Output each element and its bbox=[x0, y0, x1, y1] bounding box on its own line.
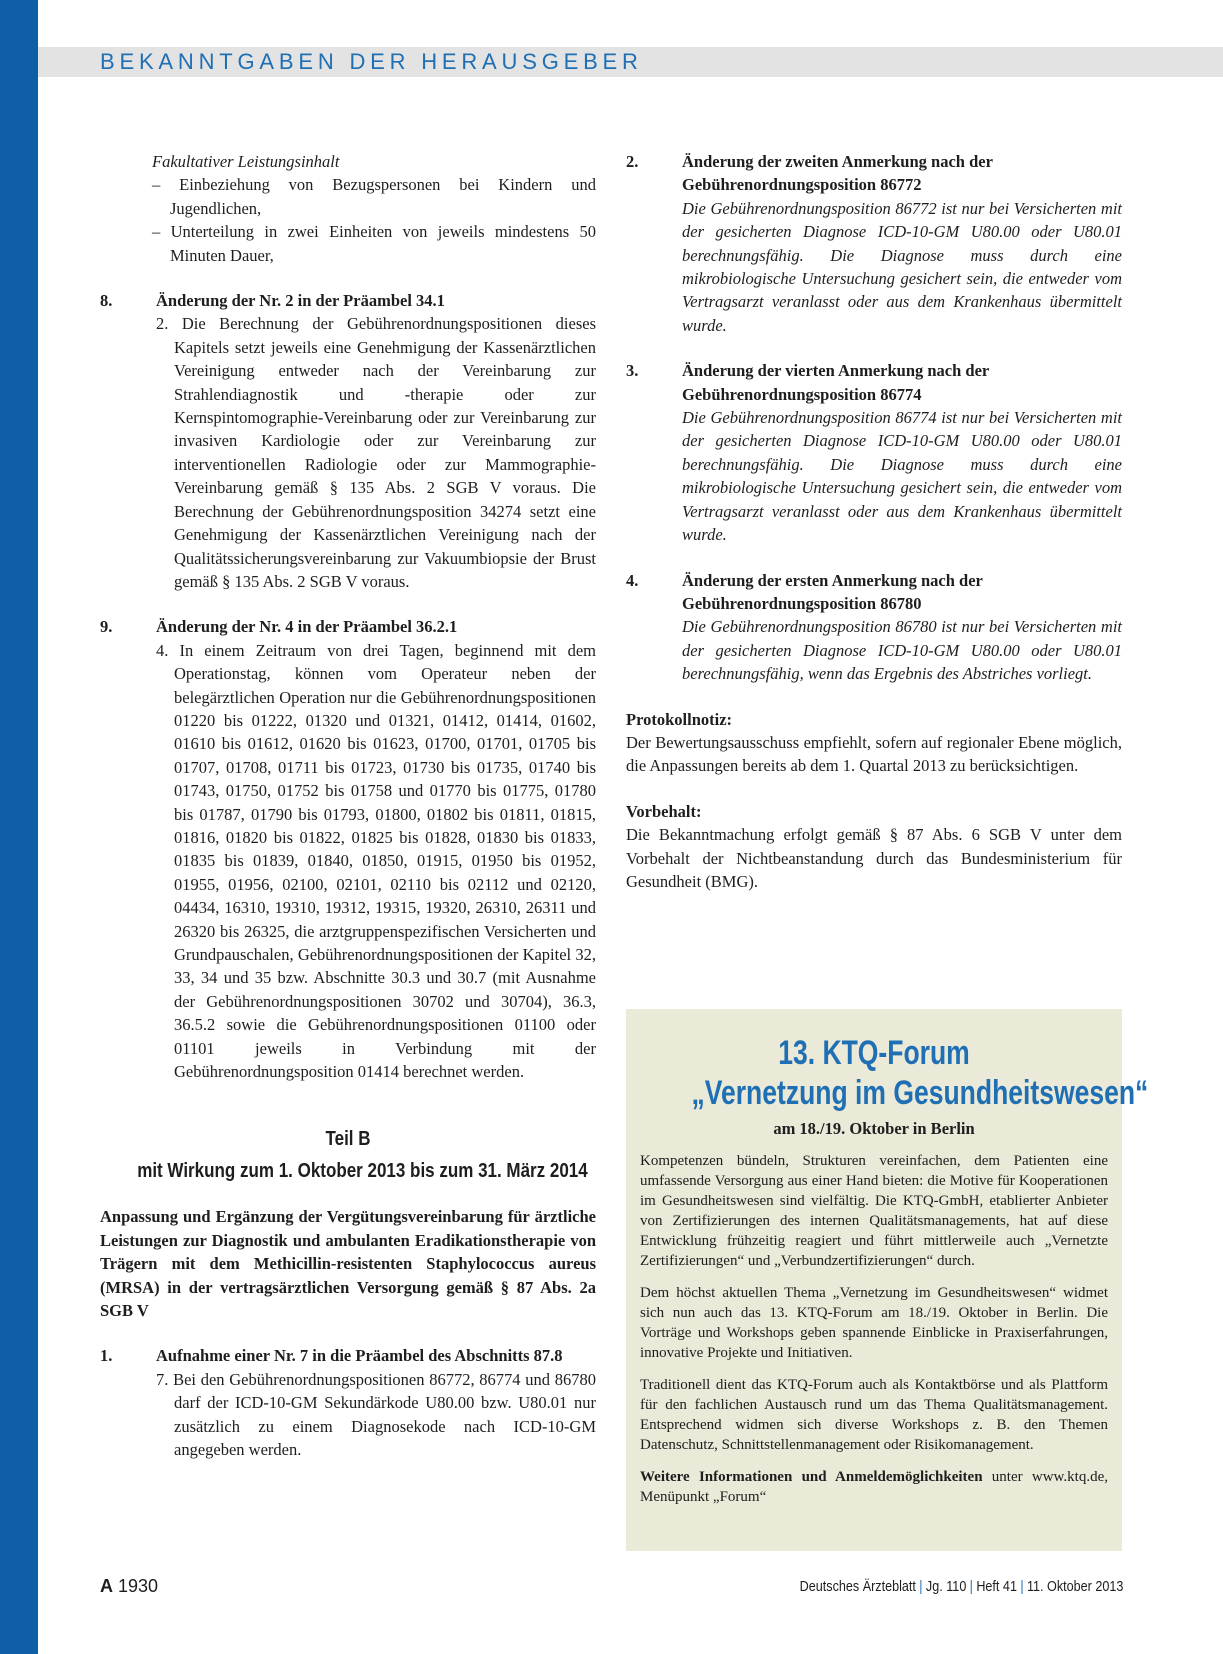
journal-date: 11. Oktober 2013 bbox=[1026, 1578, 1123, 1595]
side-color-bar bbox=[0, 0, 38, 1654]
item-text: Die Gebührenordnungsposition 86780 ist nur bei Versicherten mit der gesicherten Diagnose ICD-10-GM U80.00 oder U80.01 berechnungsfähig, wenn das Ergebnis des Abstriches vorliegt. bbox=[682, 617, 1122, 684]
journal-name: Deutsches Ärzteblatt bbox=[799, 1578, 916, 1595]
protokoll-label: Protokollnotiz: bbox=[626, 709, 733, 729]
right-column bbox=[626, 150, 1122, 893]
page-letter: A bbox=[100, 1576, 113, 1596]
item-9 bbox=[100, 615, 596, 1083]
ktq-info-bold: Weitere Informationen und Anmeldemöglichkeiten bbox=[640, 1469, 983, 1485]
journal-footer: Deutsches Ärzteblatt | Jg. 110 | Heft 41 | 11. Oktober 2013 bbox=[799, 1578, 1123, 1595]
item-number: 1. bbox=[100, 1346, 113, 1366]
ktq-paragraph: Kompetenzen bündeln, Strukturen vereinfachen, dem Patienten eine umfassende Versorgung aus einer Hand bieten: die Motive für Kooperationen im Gesundheitswesen sind vielfältig. Die KTQ-GmbH, etablierter Anbieter von Zertifizierungen des internen Qualitätsmanagements, hat auf diese Entwicklung frühzeitig reagiert und führt mittlerweile auch „Vernetzte Zertifizierungen“ und „Verbundzertifizierungen“ durch. bbox=[640, 1153, 1108, 1269]
ktq-title: 13. KTQ-Forum bbox=[778, 1034, 970, 1072]
item-title: Änderung der vierten Anmerkung nach der Gebührenordnungsposition 86774 bbox=[682, 361, 989, 404]
item-text: 2. Die Berechnung der Gebührenordnungspositionen dieses Kapitels setzt jeweils eine Genehmigung der Kassenärztlichen Vereinigung entweder nach der Vereinbarung zur Strahlendiagnostik und -therapie oder zur Kernspintomographie-Vereinbarung oder zur Vereinbarung zur invasiven Kardiologie oder zur Vereinbarung zur interventionellen Radiologie oder zur Mammographie-Vereinbarung gemäß § 135 Abs. 2 SGB V voraus. Die Berechnung der Gebührenordnungsposition 34274 setzt eine Genehmigung der Kassenärztlichen Vereinigung nach der Qualitätssicherungsvereinbarung zur Vakuumbiopsie der Brust gemäß § 135 Abs. 2 SGB V voraus. bbox=[156, 314, 596, 591]
item-text: 4. In einem Zeitraum von drei Tagen, beginnend mit dem Operationstag, können vom Operateur neben der belegärztlichen Operation nur die Gebührenordnungspositionen 01220 bis 01222, 01320 und 01321, 01412, 01414, 01602, 01610 bis 01612, 01620 bis 01623, 01700, 01701, 01705 bis 01707, 01708, 01711 bis 01723, 01730 bis 01735, 01740 bis 01743, 01750, 01752 bis 01758 und 01770 bis 01775, 01780 bis 01787, 01790 bis 01793, 01800, 01802 bis 01811, 01815, 01816, 01820 bis 01822, 01825 bis 01828, 01830 bis 01833, 01835 bis 01839, 01840, 01850, 01915, 01950 bis 01952, 01955, 01956, 02100, 02101, 02110 bis 02112 und 02120, 04434, 16310, 19310, 19312, 19315, 19320, 26310, 26311 und 26320 bis 26325, die arztgruppenspezifischen Versicherten und Grundpauschalen, Gebührenordnungspositionen der Kapitel 32, 33, 34 und 35 bzw. Abschnitte 30.3 und 30.7 (mit Ausnahme der Gebührenordnungspositionen 30702 und 30704), 36.3, 36.5.2 sowie die Gebührenordnungspositionen 01100 oder 01101 jeweils in Verbindung mit der Gebührenordnungsposition 01414 berechnet werden. bbox=[156, 640, 596, 1082]
item-title: Änderung der ersten Anmerkung nach der Gebührenordnungsposition 86780 bbox=[682, 570, 983, 613]
ktq-forum-box bbox=[626, 1009, 1149, 1551]
vorbehalt-label: Vorbehalt: bbox=[626, 801, 702, 821]
ktq-paragraph-info bbox=[640, 1467, 1108, 1507]
left-column bbox=[100, 150, 596, 1462]
item-4 bbox=[626, 569, 1122, 686]
journal-volume: Jg. 110 bbox=[925, 1578, 966, 1595]
teil-b-intro: Anpassung und Ergänzung der Vergütungsvereinbarung für ärztliche Leistungen zur Diagnostik und ambulanten Eradikationstherapie von Trägern mit dem Methicillin-resistenten Staphylococcus aureus (MRSA) in der vertragsärztlichen Versorgung gemäß § 87 Abs. 2a SGB V bbox=[100, 1207, 596, 1321]
item-title: Aufnahme einer Nr. 7 in die Präambel des Abschnitts 87.8 bbox=[156, 1346, 563, 1366]
item-text: 7. Bei den Gebührenordnungspositionen 86772, 86774 und 86780 darf der ICD-10-GM Sekundärkode U80.00 bzw. U80.01 nur zusätzlich zu einem Diagnosekode nach ICD-10-GM angegeben werden. bbox=[156, 1369, 596, 1460]
item-text: Die Gebührenordnungsposition 86772 ist nur bei Versicherten mit der gesicherten Diagnose ICD-10-GM U80.00 oder U80.01 berechnungsfähig. Die Diagnose muss durch eine mikrobiologische Untersuchung gesichert sein, die entweder vom Vertragsarzt veranlasst oder aus dem Krankenhaus übermittelt wurde. bbox=[682, 198, 1122, 335]
vorbehalt-text: Die Bekanntmachung erfolgt gemäß § 87 Abs. 6 SGB V unter dem Vorbehalt der Nichtbeanstandung durch das Bundesministerium für Gesundheit (BMG). bbox=[626, 825, 1122, 891]
item-text: Die Gebührenordnungsposition 86774 ist nur bei Versicherten mit der gesicherten Diagnose ICD-10-GM U80.00 oder U80.01 berechnungsfähig. Die Diagnose muss durch eine mikrobiologische Untersuchung gesichert sein, die entweder vom Vertragsarzt veranlasst oder aus dem Krankenhaus übermittelt wurde. bbox=[682, 408, 1122, 545]
item-3 bbox=[626, 359, 1122, 546]
item-1 bbox=[100, 1344, 596, 1461]
ktq-title-quote: „Vernetzung im Gesundheitswesen“ bbox=[691, 1074, 1149, 1112]
item-number: 3. bbox=[626, 361, 639, 381]
section-header-title: BEKANNTGABEN DER HERAUSGEBER bbox=[100, 49, 643, 74]
item-title: Änderung der zweiten Anmerkung nach der Gebührenordnungsposition 86772 bbox=[682, 152, 993, 195]
item-8 bbox=[100, 289, 596, 593]
page-number-value: 1930 bbox=[118, 1576, 159, 1596]
ktq-info-link-text: unter www.ktq.de, Menüpunkt „Forum“ bbox=[640, 1469, 1108, 1505]
journal-issue: Heft 41 bbox=[975, 1578, 1017, 1595]
page-number bbox=[100, 1576, 158, 1597]
teil-b-title: Teil B bbox=[325, 1128, 371, 1151]
fakultativ-item: – Unterteilung in zwei Einheiten von jeweils mindestens 50 Minuten Dauer, bbox=[152, 222, 596, 265]
fakultativ-label: Fakultativer Leistungsinhalt bbox=[152, 152, 340, 171]
item-number: 9. bbox=[100, 617, 113, 637]
item-number: 8. bbox=[100, 291, 113, 311]
item-2 bbox=[626, 150, 1122, 337]
item-title: Änderung der Nr. 2 in der Präambel 34.1 bbox=[156, 291, 445, 311]
protokoll-text: Der Bewertungsausschuss empfiehlt, sofern auf regionaler Ebene möglich, die Anpassungen bereits ab dem 1. Quartal 2013 zu berücksichtigen. bbox=[626, 732, 1122, 776]
teil-b-subtitle: mit Wirkung zum 1. Oktober 2013 bis zum 31. März 2014 bbox=[137, 1160, 588, 1183]
fakultativ-item: – Einbeziehung von Bezugspersonen bei Kindern und Jugendlichen, bbox=[152, 175, 596, 218]
ktq-paragraph: Traditionell dient das KTQ-Forum auch als Kontaktbörse und als Plattform für den fachlichen Austausch rund um das Thema Qualitätsmanagement. Entsprechend widmen sich diverse Workshops z. B. den Themen Datenschutz, Schnittstellenmanagement oder Risikomanagement. bbox=[640, 1377, 1108, 1453]
item-number: 2. bbox=[626, 152, 639, 171]
item-number: 4. bbox=[626, 570, 639, 590]
ktq-subtitle: am 18./19. Oktober in Berlin bbox=[773, 1119, 975, 1138]
item-title: Änderung der Nr. 4 in der Präambel 36.2.1 bbox=[156, 617, 458, 637]
ktq-paragraph: Dem höchst aktuellen Thema „Vernetzung im Gesundheitswesen“ widmet sich nun auch das 13. KTQ-Forum am 18./19. Oktober in Berlin. Die Vorträge und Workshops geben spannende Einblicke in Praxiserfahrungen, innovative Projekte und Initiativen. bbox=[640, 1285, 1108, 1361]
